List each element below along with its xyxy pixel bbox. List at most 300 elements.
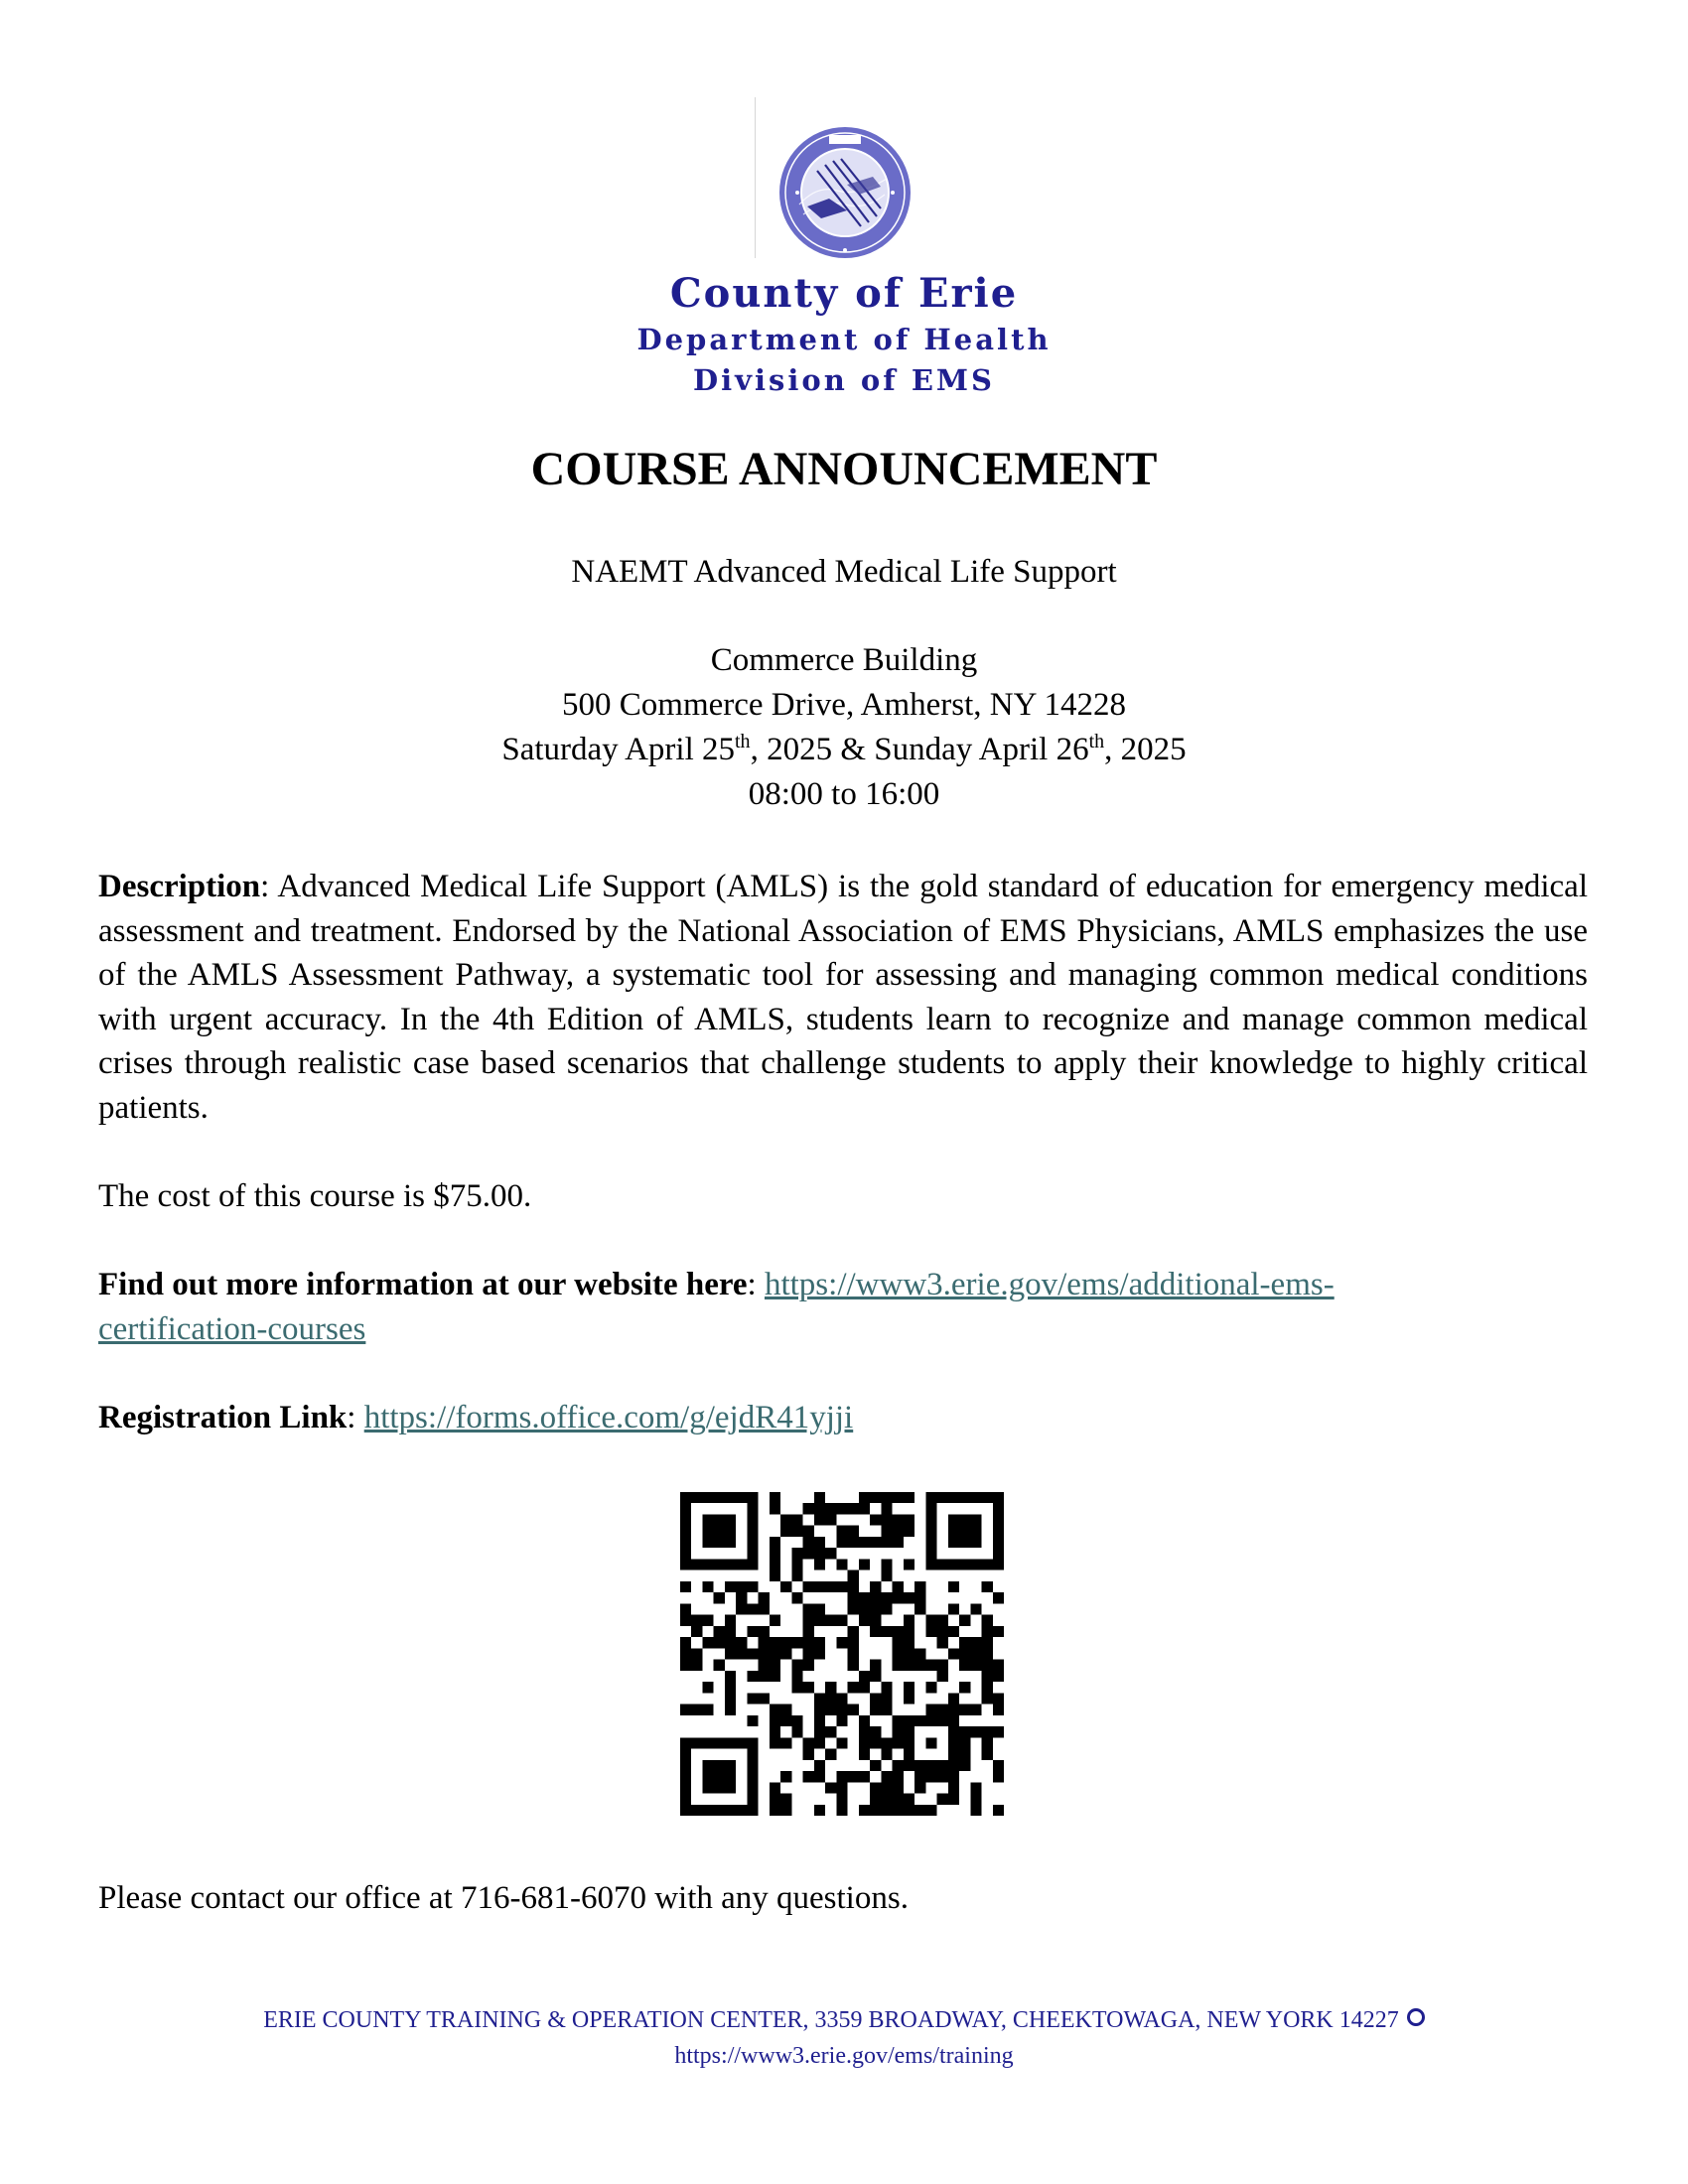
qr-module [925,1615,936,1626]
qr-module [870,1592,881,1603]
qr-module [881,1682,892,1693]
qr-module [948,1492,959,1503]
qr-module [914,1782,925,1793]
qr-module [948,1559,959,1570]
qr-module [725,1537,736,1548]
qr-module [848,1570,859,1581]
qr-module [825,1749,836,1760]
qr-module [881,1805,892,1816]
qr-module [714,1760,725,1771]
qr-module [970,1603,981,1614]
qr-module [836,1805,847,1816]
qr-module [848,1648,859,1659]
qr-module [925,1660,936,1671]
qr-module [814,1503,825,1514]
qr-module [725,1705,736,1715]
qr-module [747,1626,758,1637]
qr-module [925,1559,936,1570]
qr-module [747,1805,758,1816]
qr-module [803,1660,814,1671]
qr-module [881,1693,892,1704]
qr-module [870,1615,881,1626]
qr-module [759,1693,770,1704]
qr-module [680,1782,691,1793]
qr-module [725,1693,736,1704]
division-name: Division of EMS [693,363,995,397]
qr-module [948,1760,959,1771]
qr-module [747,1514,758,1525]
contact-info: Please contact our office at 716-681-6070 with any questions. [98,1880,909,1916]
qr-module [893,1782,904,1793]
qr-module [680,1603,691,1614]
date-part-3: , 2025 [1104,732,1187,767]
qr-module [982,1492,993,1503]
qr-module [759,1626,770,1637]
qr-module [803,1648,814,1659]
qr-module [814,1705,825,1715]
qr-module [770,1492,780,1503]
qr-module [937,1637,948,1648]
qr-module [881,1705,892,1715]
qr-module [893,1805,904,1816]
qr-module [893,1514,904,1525]
qr-module [725,1760,736,1771]
qr-module [870,1603,881,1614]
qr-module [803,1526,814,1537]
qr-module [970,1526,981,1537]
qr-module [870,1726,881,1737]
qr-module [904,1648,914,1659]
qr-module [725,1737,736,1748]
qr-module [770,1570,780,1581]
qr-module [759,1671,770,1682]
qr-module [691,1705,702,1715]
info-label: Find out more information at our website here [98,1267,748,1302]
qr-module [736,1581,747,1592]
qr-module [836,1559,847,1570]
qr-module [803,1615,814,1626]
qr-module [925,1737,936,1748]
qr-module [691,1805,702,1816]
qr-module [836,1715,847,1726]
qr-module [959,1648,970,1659]
qr-module [770,1503,780,1514]
qr-module [803,1548,814,1559]
qr-module [836,1782,847,1793]
qr-module [725,1526,736,1537]
qr-module [848,1682,859,1693]
qr-module [691,1626,702,1637]
qr-module [870,1693,881,1704]
qr-module [714,1771,725,1782]
qr-module [770,1559,780,1570]
qr-module [893,1660,904,1671]
qr-module [993,1503,1004,1514]
qr-module [770,1782,780,1793]
footer-url: https://www3.erie.gov/ems/training [674,2043,1014,2069]
qr-module [736,1637,747,1648]
county-seal [755,97,929,258]
qr-module [680,1503,691,1514]
qr-module [948,1537,959,1548]
qr-module [770,1737,780,1748]
qr-module [691,1737,702,1748]
qr-module [803,1737,814,1748]
qr-module [959,1492,970,1503]
qr-module [725,1782,736,1793]
qr-module [948,1782,959,1793]
qr-module [870,1737,881,1748]
qr-module [848,1581,859,1592]
qr-module [814,1603,825,1614]
qr-module [925,1682,936,1693]
qr-module [870,1794,881,1805]
info-url-part-1: https://www3.erie.gov/ems/additional-ems- [764,1267,1335,1302]
qr-module [959,1760,970,1771]
qr-module [791,1592,802,1603]
qr-module [780,1737,791,1748]
qr-module [859,1537,870,1548]
qr-module [814,1637,825,1648]
qr-module [970,1726,981,1737]
qr-module [993,1592,1004,1603]
qr-module [859,1737,870,1748]
qr-module [881,1492,892,1503]
qr-module [993,1537,1004,1548]
qr-module [870,1705,881,1715]
qr-module [780,1771,791,1782]
qr-module [970,1794,981,1805]
qr-module [759,1660,770,1671]
qr-module [814,1693,825,1704]
qr-module [948,1794,959,1805]
qr-module [791,1660,802,1671]
qr-module [993,1526,1004,1537]
qr-module [791,1526,802,1537]
qr-module [780,1794,791,1805]
qr-module [702,1737,713,1748]
qr-module [702,1559,713,1570]
qr-module [859,1603,870,1614]
qr-module [893,1737,904,1748]
qr-module [803,1537,814,1548]
qr-module [848,1537,859,1548]
qr-module [948,1749,959,1760]
qr-module [825,1548,836,1559]
qr-module [904,1749,914,1760]
qr-module [870,1760,881,1771]
registration-link[interactable]: https://forms.office.com/g/ejdR41yjji [363,1400,854,1435]
qr-module [736,1737,747,1748]
qr-module [859,1592,870,1603]
qr-module [848,1771,859,1782]
qr-module [925,1805,936,1816]
qr-module [736,1592,747,1603]
qr-module [925,1526,936,1537]
qr-module [791,1682,802,1693]
qr-module [959,1559,970,1570]
registration-qr-code[interactable] [680,1492,1004,1816]
qr-module [814,1648,825,1659]
qr-module [803,1503,814,1514]
qr-module [680,1737,691,1748]
qr-module [747,1782,758,1793]
qr-module [770,1726,780,1737]
qr-module [848,1503,859,1514]
qr-module [759,1592,770,1603]
qr-module [825,1705,836,1715]
qr-module [859,1771,870,1782]
qr-module [959,1526,970,1537]
qr-module [893,1626,904,1637]
qr-module [959,1637,970,1648]
course-name: NAEMT Advanced Medical Life Support [571,554,1117,590]
qr-module [747,1537,758,1548]
qr-module [937,1626,948,1637]
qr-module [791,1559,802,1570]
qr-module [993,1771,1004,1782]
qr-module [948,1526,959,1537]
date-part-2: , 2025 & Sunday April 26 [750,732,1089,767]
qr-module [702,1782,713,1793]
qr-module [825,1503,836,1514]
qr-module [702,1760,713,1771]
qr-module [825,1782,836,1793]
qr-module [914,1715,925,1726]
qr-module [714,1626,725,1637]
qr-module [747,1693,758,1704]
qr-module [982,1737,993,1748]
qr-module [925,1503,936,1514]
qr-module [859,1805,870,1816]
qr-module [680,1615,691,1626]
qr-module [702,1615,713,1626]
qr-module [747,1671,758,1682]
qr-module [881,1737,892,1748]
qr-module [948,1603,959,1614]
qr-module [747,1492,758,1503]
qr-module [780,1805,791,1816]
qr-module [881,1592,892,1603]
qr-module [914,1660,925,1671]
qr-module [714,1782,725,1793]
qr-module [803,1581,814,1592]
qr-module [791,1671,802,1682]
description-text: : Advanced Medical Life Support (AMLS) is the gold standard of education for emergency medical assessment and treatment. Endorsed by the National Association of EMS Physicians, AMLS emphasizes the use of the AMLS Assessment Pathway, a systematic tool for assessing and managing common medical conditions with urgent accuracy. In the 4th Edition of AMLS, students learn to recognize and manage common medical crises through realistic case based scenarios that challenge students to apply their knowledge to highly critical patients. [98,869,1588,1126]
qr-module [725,1805,736,1816]
qr-module [904,1760,914,1771]
qr-module [680,1526,691,1537]
qr-module [881,1526,892,1537]
qr-module [970,1705,981,1715]
page-title: COURSE ANNOUNCEMENT [530,443,1158,495]
qr-module [680,1581,691,1592]
qr-module [747,1794,758,1805]
qr-module [680,1637,691,1648]
qr-module [770,1637,780,1648]
qr-module [959,1705,970,1715]
qr-module [982,1637,993,1648]
qr-module [959,1537,970,1548]
qr-module [848,1603,859,1614]
qr-module [893,1637,904,1648]
qr-module [747,1771,758,1782]
qr-module [870,1660,881,1671]
registration-label: Registration Link [98,1400,348,1435]
qr-module [714,1660,725,1671]
qr-module [937,1660,948,1671]
qr-module [725,1559,736,1570]
qr-module [680,1537,691,1548]
qr-module [825,1693,836,1704]
qr-module [914,1648,925,1659]
qr-module [870,1492,881,1503]
qr-module [937,1771,948,1782]
department-name: Department of Health [636,323,1052,356]
qr-module [702,1492,713,1503]
qr-module [825,1514,836,1525]
county-seal-icon [777,125,913,260]
qr-module [982,1671,993,1682]
qr-module [680,1492,691,1503]
qr-module [893,1537,904,1548]
qr-module [982,1660,993,1671]
qr-module [759,1648,770,1659]
qr-module [747,1648,758,1659]
qr-module [959,1737,970,1748]
info-url-part-2: certification-courses [98,1310,366,1347]
qr-module [904,1693,914,1704]
qr-module [982,1581,993,1592]
qr-module [970,1660,981,1671]
qr-module [993,1559,1004,1570]
qr-module [925,1771,936,1782]
info-separator: : [747,1267,765,1302]
qr-module [881,1603,892,1614]
qr-module [925,1537,936,1548]
qr-module [904,1514,914,1525]
qr-module [870,1805,881,1816]
qr-module [881,1782,892,1793]
qr-module [848,1626,859,1637]
qr-module [803,1749,814,1760]
qr-module [993,1705,1004,1715]
qr-module [870,1581,881,1592]
qr-module [859,1682,870,1693]
qr-module [836,1615,847,1626]
qr-module [736,1603,747,1614]
qr-module [814,1581,825,1592]
qr-module [702,1514,713,1525]
qr-module [725,1514,736,1525]
qr-module [680,1660,691,1671]
qr-module [747,1548,758,1559]
qr-module [836,1705,847,1715]
qr-module [948,1514,959,1525]
date-suffix-1: th [735,731,751,752]
qr-module [870,1782,881,1793]
qr-module [982,1749,993,1760]
qr-module [982,1682,993,1693]
qr-module [691,1492,702,1503]
qr-module [893,1648,904,1659]
qr-module [725,1626,736,1637]
qr-module [948,1705,959,1715]
qr-module [870,1626,881,1637]
qr-module [836,1794,847,1805]
description [98,865,1588,1130]
qr-module [770,1648,780,1659]
qr-module [770,1805,780,1816]
qr-module [948,1626,959,1637]
qr-module [725,1581,736,1592]
qr-module [970,1537,981,1548]
qr-module [836,1581,847,1592]
qr-module [770,1705,780,1715]
qr-module [893,1492,904,1503]
qr-module [948,1737,959,1748]
qr-module [937,1671,948,1682]
qr-module [702,1637,713,1648]
qr-module [770,1660,780,1671]
qr-module [702,1526,713,1537]
qr-module [925,1705,936,1715]
qr-module [836,1637,847,1648]
qr-module [736,1805,747,1816]
qr-module [714,1526,725,1537]
qr-module [791,1514,802,1525]
qr-module [937,1794,948,1805]
qr-module [959,1615,970,1626]
qr-module [814,1805,825,1816]
qr-module [937,1760,948,1771]
qr-module [881,1503,892,1514]
qr-module [993,1660,1004,1671]
qr-module [702,1537,713,1548]
info-section [98,1263,1588,1351]
qr-module [702,1581,713,1592]
qr-module [893,1726,904,1737]
qr-module [904,1682,914,1693]
qr-module [747,1715,758,1726]
course-dates [0,732,1688,768]
qr-module [948,1648,959,1659]
qr-module [870,1537,881,1548]
qr-module [982,1626,993,1637]
qr-module [770,1537,780,1548]
qr-module [680,1705,691,1715]
qr-module [870,1671,881,1682]
qr-module [814,1514,825,1525]
qr-module [881,1794,892,1805]
qr-module [825,1726,836,1737]
qr-module [970,1648,981,1659]
county-name: County of Erie [669,270,1019,317]
course-address: 500 Commerce Drive, Amherst, NY 14228 [562,687,1126,723]
qr-module [904,1492,914,1503]
qr-module [993,1805,1004,1816]
qr-module [848,1705,859,1715]
registration-section [98,1396,1588,1440]
qr-module [881,1626,892,1637]
qr-module [959,1514,970,1525]
qr-module [982,1693,993,1704]
qr-module [914,1581,925,1592]
qr-module [859,1492,870,1503]
qr-module [937,1705,948,1715]
qr-module [814,1771,825,1782]
qr-module [714,1805,725,1816]
